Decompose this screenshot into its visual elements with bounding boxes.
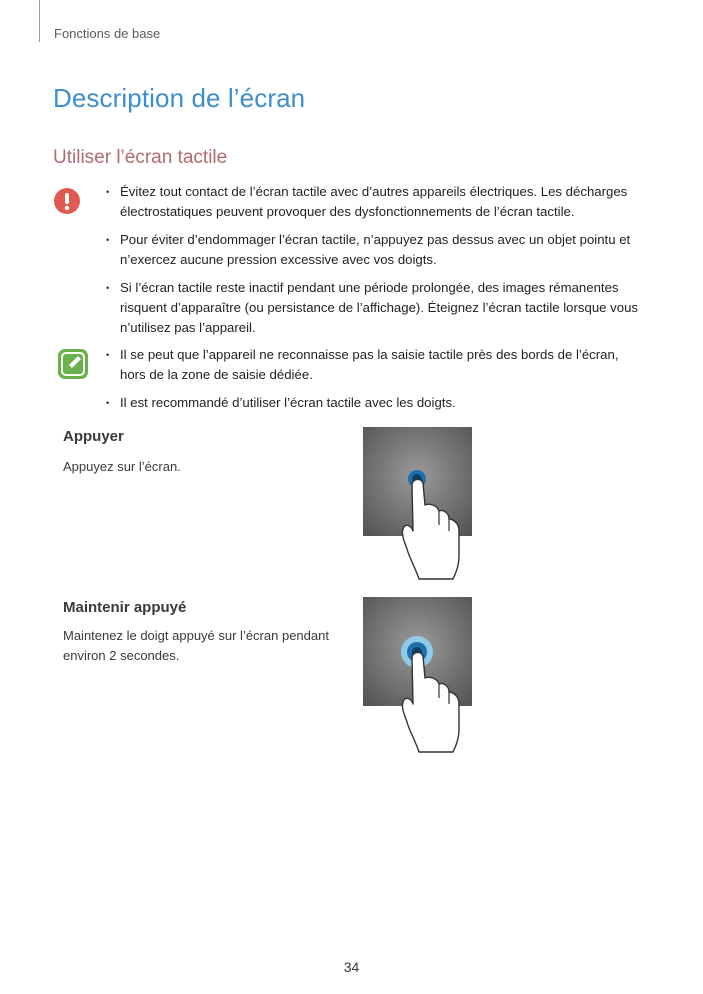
caution-item: • Si l’écran tactile reste inactif pendant une période prolongée, des images rémanentes risquent d’apparaître (ou persistance de l’affichage). Éteignez l’écran tactile lorsque vous n’utilisez pas l’appareil. [106, 278, 646, 338]
running-header: Fonctions de base [54, 26, 161, 41]
gesture-description-tap-and-hold: Maintenez le doigt appuyé sur l’écran pendant environ 2 secondes. [63, 628, 329, 663]
header-divider [39, 0, 40, 42]
caution-list [106, 182, 646, 346]
caution-item: • Évitez tout contact de l’écran tactile avec d’autres appareils électriques. Les décharges électrostatiques peuvent provoquer des dysfonctionnements de l’écran tactile. [106, 182, 646, 222]
caution-item: • Pour éviter d’endommager l’écran tactile, n’appuyez pas dessus avec un objet pointu et n’exercez aucune pression excessive avec vos doigts. [106, 230, 646, 270]
note-list [106, 345, 646, 421]
page-number: 34 [343, 959, 360, 975]
tap-gesture-illustration [363, 427, 483, 587]
gesture-title-tap: Appuyer [63, 428, 124, 445]
gesture-title-tap-and-hold: Maintenir appuyé [63, 599, 187, 616]
gesture-description-tap: Appuyez sur l’écran. [63, 459, 181, 474]
note-item: • Il se peut que l’appareil ne reconnaisse pas la saisie tactile près des bords de l’écran, hors de la zone de saisie dédiée. [106, 345, 646, 385]
page-title: Description de l’écran [53, 83, 306, 113]
note-item: • Il est recommandé d’utiliser l’écran tactile avec les doigts. [106, 393, 646, 413]
note-icon [57, 348, 89, 380]
tap-and-hold-gesture-illustration [363, 597, 483, 757]
section-title: Utiliser l’écran tactile [53, 147, 228, 168]
caution-icon [53, 187, 81, 215]
